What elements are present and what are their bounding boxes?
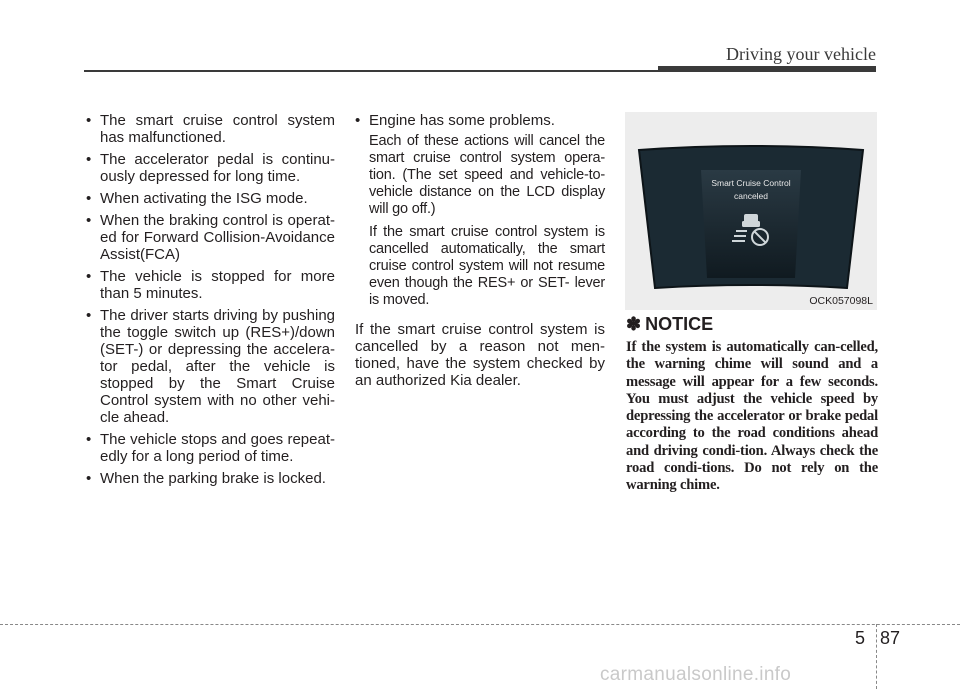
notice-box bbox=[626, 314, 878, 495]
footer-rule bbox=[0, 624, 960, 625]
notice-title: NOTICE bbox=[645, 314, 714, 334]
list-item: • The vehicle is stopped for more than 5 minutes. bbox=[86, 268, 335, 302]
list-item: • Engine has some problems. bbox=[355, 112, 555, 129]
notice-heading bbox=[626, 314, 878, 335]
cancel-effect-paragraph: Each of these actions will cancel the smart cruise control system opera-tion. (The set speed and vehicle-to-vehicle distance on the LCD display will go off.) bbox=[369, 133, 605, 217]
figure-code: OCK057098L bbox=[809, 295, 873, 307]
list-item: • The accelerator pedal is continu-ously depressed for long time. bbox=[86, 151, 335, 185]
notice-mark-icon: ✽ bbox=[626, 314, 642, 334]
notice-body: If the system is automatically can-celled, the warning chime will sound and a message will appear for a few seconds. You must adjust the vehicle speed by depressing the accelerator or brake pedal according to the road conditions ahead and driving condi-tion. Always check the road condi-tions. Do not rely on the warning chime. bbox=[626, 339, 878, 494]
cluster-display-figure bbox=[625, 112, 877, 310]
list-item: • The vehicle stops and goes repeat-edly for a long period of time. bbox=[86, 431, 335, 465]
page-header-title: Driving your vehicle bbox=[726, 44, 876, 64]
display-line1: Smart Cruise Control bbox=[711, 178, 791, 188]
dealer-paragraph: If the smart cruise control system is cancelled by a reason not men-tioned, have the system checked by an authorized Kia dealer. bbox=[355, 321, 605, 389]
section-number: 5 bbox=[855, 628, 866, 648]
list-item: • The driver starts driving by pushing the toggle switch up (RES+)/down (SET-) or depressing the accelera-tor pedal, after the vehicle is stopped by the Smart Cruise Control system with no other vehi-cle ahead. bbox=[86, 307, 335, 426]
header-rule bbox=[84, 70, 662, 72]
cluster-display-illustration bbox=[625, 112, 877, 310]
list-item: • When the braking control is operat-ed for Forward Collision-Avoidance Assist(FCA) bbox=[86, 212, 335, 263]
left-column bbox=[86, 112, 335, 492]
watermark: carmanualsonline.info bbox=[600, 664, 792, 685]
engine-problem-list bbox=[355, 112, 605, 129]
list-item: • When activating the ISG mode. bbox=[86, 190, 308, 207]
page-number: 87 bbox=[880, 628, 901, 648]
middle-column bbox=[355, 112, 605, 389]
header-rule-accent bbox=[658, 66, 876, 72]
footer-divider bbox=[876, 624, 877, 689]
list-item: • The smart cruise control system has malfunctioned. bbox=[86, 112, 335, 146]
auto-cancel-paragraph: If the smart cruise control system is cancelled automatically, the smart cruise control system will not resume even though the RES+ or SET- lever is moved. bbox=[369, 224, 605, 308]
list-item: • When the parking brake is locked. bbox=[86, 470, 326, 487]
display-line2: canceled bbox=[733, 191, 769, 201]
cancel-conditions-list bbox=[86, 112, 335, 487]
